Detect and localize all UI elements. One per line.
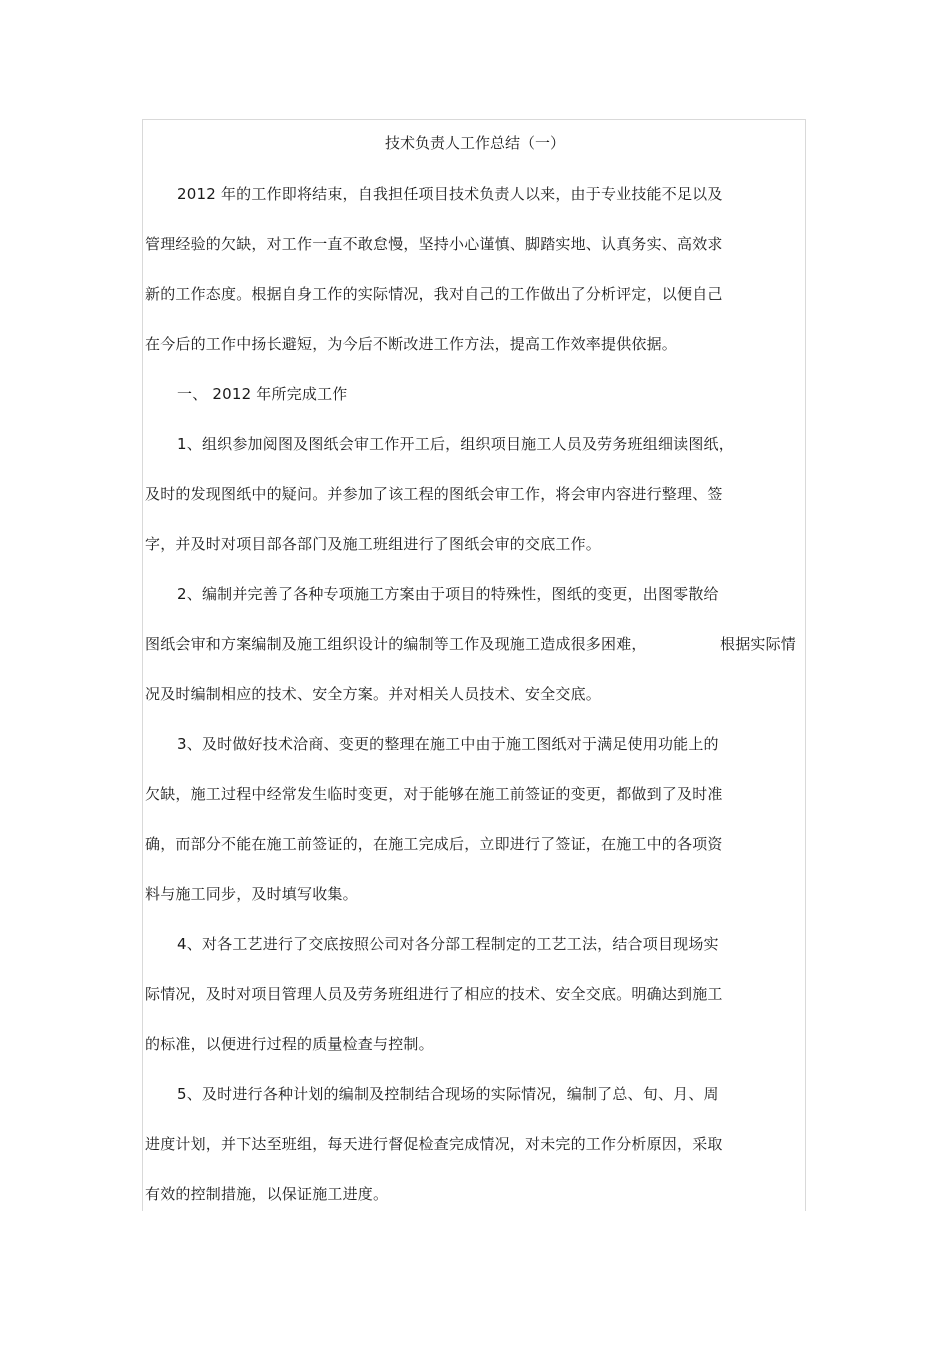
paragraph-line: 1、组织参加阅图及图纸会审工作开工后，组织项目施工人员及劳务班组细读图纸， (177, 435, 734, 453)
paragraph-line: 确，而部分不能在施工前签证的，在施工完成后，立即进行了签证，在施工中的各项资 (145, 835, 723, 853)
paragraph-line: 及时的发现图纸中的疑问。并参加了该工程的图纸会审工作，将会审内容进行整理、签 (145, 485, 723, 503)
paragraph-line: 字，并及时对项目部各部门及施工班组进行了图纸会审的交底工作。 (145, 535, 602, 553)
paragraph-line: 管理经验的欠缺，对工作一直不敢怠慢，坚持小心谨慎、脚踏实地、认真务实、高效求 (145, 235, 723, 253)
paragraph-line: 际情况，及时对项目管理人员及劳务班组进行了相应的技术、安全交底。明确达到施工 (145, 985, 723, 1003)
paragraph-line: 欠缺，施工过程中经常发生临时变更，对于能够在施工前签证的变更，都做到了及时准 (145, 785, 723, 803)
paragraph-line: 新的工作态度。根据自身工作的实际情况，我对自己的工作做出了分析评定，以便自己 (145, 285, 723, 303)
paragraph-line (145, 634, 647, 654)
paragraph-line: 料与施工同步，及时填写收集。 (145, 885, 358, 903)
paragraph-line: 进度计划，并下达至班组，每天进行督促检查完成情况，对未完的工作分析原因，采取 (145, 1135, 723, 1153)
paragraph-line: 的标准，以便进行过程的质量检查与控制。 (145, 1035, 434, 1053)
paragraph-line: 有效的控制措施，以保证施工进度。 (145, 1185, 389, 1203)
paragraph-line: 4、对各工艺进行了交底按照公司对各分部工程制定的工艺工法，结合项目现场实 (177, 935, 719, 953)
document-title: 技术负责人工作总结（一） (384, 134, 565, 152)
paragraph-line: 5、及时进行各种计划的编制及控制结合现场的实际情况，编制了总、旬、月、周 (177, 1085, 719, 1103)
paragraph-line-part: 图纸会审和方案编制及施工组织设计的编制等工作及现施工造成很多困难， (145, 635, 647, 653)
paragraph-line: 况及时编制相应的技术、安全方案。并对相关人员技术、安全交底。 (145, 685, 602, 703)
paragraph-line: 2、编制并完善了各种专项施工方案由于项目的特殊性，图纸的变更，出图零散给 (177, 585, 719, 603)
paragraph-line: 2012 年的工作即将结束，自我担任项目技术负责人以来，由于专业技能不足以及 (177, 185, 723, 203)
paragraph-line: 3、及时做好技术洽商、变更的整理在施工中由于施工图纸对于满足使用功能上的 (177, 735, 719, 753)
section-heading: 一、 2012 年所完成工作 (177, 385, 348, 403)
paragraph-line-part: 根据实际情 (720, 635, 797, 653)
paragraph-line: 在今后的工作中扬长避短，为今后不断改进工作方法，提高工作效率提供依据。 (145, 335, 678, 353)
